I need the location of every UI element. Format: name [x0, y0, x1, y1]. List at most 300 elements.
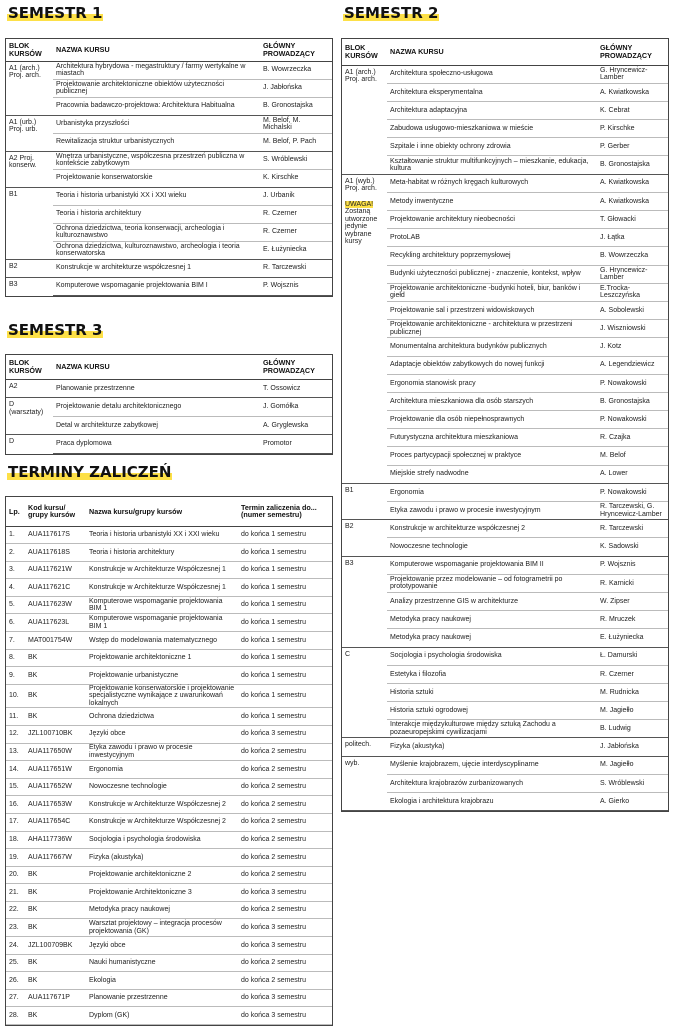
course-name: Rewitalizacja struktur urbanistycznych: [53, 133, 260, 151]
course-row: [342, 392, 668, 410]
course-row: [6, 169, 332, 187]
course-row: [6, 79, 332, 97]
lp-cell: 8.: [6, 649, 25, 667]
lp-cell: 2.: [6, 544, 25, 562]
termin-cell: do końca 1 semestru: [238, 544, 332, 562]
col-kod: Kod kursu/ grupy kursów: [25, 497, 86, 526]
course-name: Architektura społeczno-usługowa: [387, 65, 597, 83]
course-lecturer: M. Belof, P. Pach: [260, 133, 332, 151]
course-row: [342, 574, 668, 592]
course-row: [6, 379, 332, 398]
course-lecturer: E. Łużyniecka: [260, 241, 332, 259]
nazwa-cell: Nowoczesne technologie: [86, 778, 238, 796]
course-row: [342, 320, 668, 338]
course-name: Konstrukcje w architekturze współczesnej 2: [387, 520, 597, 538]
kod-cell: BK: [25, 901, 86, 919]
kod-cell: BK: [25, 1007, 86, 1025]
course-name: Zabudowa usługowo-mieszkaniowa w mieście: [387, 120, 597, 138]
termin-row: [6, 725, 332, 743]
course-row: [342, 192, 668, 210]
semestr-3-table: [5, 354, 333, 455]
nazwa-cell: Dyplom (GK): [86, 1007, 238, 1025]
course-row: [342, 301, 668, 319]
course-name: Wnętrza urbanistyczne, współczesna przestrzeń publiczna w kontekście zabytkowym: [53, 151, 260, 169]
course-lecturer: A. Sobolewski: [597, 301, 668, 319]
course-lecturer: R. Czajka: [597, 429, 668, 447]
termin-row: [6, 708, 332, 726]
kod-cell: AUA117623L: [25, 614, 86, 632]
course-row: [342, 520, 668, 538]
course-row: [342, 502, 668, 520]
course-lecturer: E.Trocka-Leszczyńska: [597, 283, 668, 301]
lp-cell: 10.: [6, 684, 25, 708]
course-lecturer: M. Belof: [597, 447, 668, 465]
lp-cell: 19.: [6, 849, 25, 867]
course-name: Metodyka pracy naukowej: [387, 611, 597, 629]
course-lecturer: S. Wróblewski: [597, 774, 668, 792]
course-name: Projektowanie detalu architektonicznego: [53, 398, 260, 417]
termin-row: [6, 849, 332, 867]
lp-cell: 4.: [6, 579, 25, 597]
course-name: Praca dyplomowa: [53, 435, 260, 454]
lp-cell: 22.: [6, 901, 25, 919]
blok-cell: [342, 738, 387, 756]
course-lecturer: B. Wowrzeczka: [260, 61, 332, 79]
blok-label: D: [9, 438, 15, 445]
course-row: [342, 720, 668, 738]
termin-row: [6, 1007, 332, 1025]
nazwa-cell: Konstrukcje w Architekturze Współczesnej 1: [86, 561, 238, 579]
course-lecturer: J. Kotz: [597, 338, 668, 356]
course-lecturer: B. Gronostajska: [260, 97, 332, 115]
course-lecturer: J. Urbanik: [260, 187, 332, 205]
kod-cell: BK: [25, 708, 86, 726]
col-nazwa: NAZWA KURSU: [53, 39, 260, 61]
termin-row: [6, 579, 332, 597]
course-name: Metody inwentyczne: [387, 192, 597, 210]
nazwa-cell: Ochrona dziedzictwa: [86, 708, 238, 726]
nazwa-cell: Etyka zawodu i prawo w procesie inwestycyjnym: [86, 743, 238, 761]
course-row: [6, 435, 332, 454]
course-row: [6, 133, 332, 151]
course-name: Ekologia i architektura krajobrazu: [387, 793, 597, 811]
course-lecturer: P. Wojsznis: [597, 556, 668, 574]
course-row: [342, 283, 668, 301]
lp-cell: 21.: [6, 884, 25, 902]
course-name: Projektowanie architektury nieobecności: [387, 211, 597, 229]
course-name: Konstrukcje w architekturze współczesnej 1: [53, 259, 260, 277]
semestr-3-heading: SEMESTR 3: [8, 321, 103, 339]
course-name: Proces partycypacji społecznej w praktyce: [387, 447, 597, 465]
course-lecturer: P. Nowakowski: [597, 483, 668, 501]
course-name: Miejskie strefy nadwodne: [387, 465, 597, 483]
lp-cell: 13.: [6, 743, 25, 761]
course-row: [342, 83, 668, 101]
course-row: [6, 61, 332, 79]
course-row: [342, 374, 668, 392]
col-blok: BLOK KURSÓW: [6, 39, 53, 61]
blok-label: B2: [345, 523, 354, 531]
termin-row: [6, 866, 332, 884]
nazwa-cell: Ergonomia: [86, 761, 238, 779]
blok-cell: [6, 61, 53, 115]
blok-label: B2: [9, 262, 18, 270]
course-name: Historia sztuki: [387, 683, 597, 701]
termin-row: [6, 901, 332, 919]
course-name: Urbanistyka przyszłości: [53, 115, 260, 133]
kod-cell: BK: [25, 972, 86, 990]
lp-cell: 6.: [6, 614, 25, 632]
termin-cell: do końca 3 semestru: [238, 989, 332, 1007]
col-prowadzacy: GŁÓWNY PROWADZĄCY: [260, 39, 332, 61]
course-lecturer: J. Jabłońska: [260, 79, 332, 97]
course-name: Szpitale i inne obiekty ochrony zdrowia: [387, 138, 597, 156]
lp-cell: 15.: [6, 778, 25, 796]
nazwa-cell: Projektowanie architektoniczne 1: [86, 649, 238, 667]
course-lecturer: J. Wiszniowski: [597, 320, 668, 338]
course-row: [342, 120, 668, 138]
termin-row: [6, 884, 332, 902]
termin-row: [6, 614, 332, 632]
course-name: Analizy przestrzenne GIS w architekturze: [387, 592, 597, 610]
course-row: [342, 702, 668, 720]
course-row: [342, 756, 668, 774]
blok-label: A1 (arch.) Proj. arch.: [345, 68, 377, 83]
nazwa-cell: Komputerowe wspomaganie projektowania BIM 1: [86, 614, 238, 632]
blok-label: B3: [345, 559, 354, 567]
termin-row: [6, 667, 332, 685]
course-lecturer: T. Ossowicz: [260, 379, 332, 398]
kod-cell: AUA117654C: [25, 813, 86, 831]
course-name: Estetyka i filozofia: [387, 665, 597, 683]
termin-cell: do końca 1 semestru: [238, 579, 332, 597]
course-lecturer: M. Jagiełło: [597, 756, 668, 774]
kod-cell: BK: [25, 884, 86, 902]
course-lecturer: A. Gierko: [597, 793, 668, 811]
course-row: [6, 223, 332, 241]
course-lecturer: M. Jagiełło: [597, 702, 668, 720]
uwaga-text: Zostaną utworzone jedynie wybrane kursy: [345, 208, 378, 246]
blok-label: politech.: [345, 741, 372, 749]
course-name: Interakcje międzykulturowe między sztuką Zachodu a pozaeuropejskimi cywilizacjami: [387, 720, 597, 738]
termin-cell: do końca 2 semestru: [238, 972, 332, 990]
course-lecturer: P. Wojsznis: [260, 277, 332, 295]
col-blok: BLOK KURSÓW: [6, 355, 53, 379]
course-row: [342, 101, 668, 119]
nazwa-cell: Socjologia i psychologia środowiska: [86, 831, 238, 849]
blok-cell: [342, 756, 387, 811]
course-name: Teoria i historia urbanistyki XX i XXI wieku: [53, 187, 260, 205]
lp-cell: 17.: [6, 813, 25, 831]
semestr-2-heading: SEMESTR 2: [344, 4, 439, 22]
course-name: Projektowanie konserwatorskie: [53, 169, 260, 187]
course-row: [342, 556, 668, 574]
course-name: Projektowanie sal i przestrzeni widowiskowych: [387, 301, 597, 319]
course-row: [6, 151, 332, 169]
blok-cell: [342, 556, 387, 647]
course-row: [342, 447, 668, 465]
termin-cell: do końca 3 semestru: [238, 725, 332, 743]
course-row: [342, 265, 668, 283]
course-name: Projektowanie przez modelowanie – od fotogrametrii po prototypowanie: [387, 574, 597, 592]
nazwa-cell: Metodyka pracy naukowej: [86, 901, 238, 919]
course-name: Ergonomia stanowisk pracy: [387, 374, 597, 392]
blok-label: C: [345, 650, 351, 658]
course-lecturer: A. Lower: [597, 465, 668, 483]
course-row: [342, 65, 668, 83]
nazwa-cell: Warsztat projektowy – integracja procesów projektowania (GK): [86, 919, 238, 937]
lp-cell: 18.: [6, 831, 25, 849]
kod-cell: AUA117651W: [25, 761, 86, 779]
kod-cell: BK: [25, 684, 86, 708]
course-lecturer: M. Belof, M. Michalski: [260, 115, 332, 133]
course-name: Myślenie krajobrazem, ujęcie interdyscyplinarne: [387, 756, 597, 774]
col-nazwa: NAZWA KURSU: [53, 355, 260, 379]
course-row: [342, 592, 668, 610]
course-lecturer: K. Kirschke: [260, 169, 332, 187]
course-lecturer: R. Tarczewski: [260, 259, 332, 277]
lp-cell: 25.: [6, 954, 25, 972]
blok-cell: [6, 259, 53, 277]
course-lecturer: K. Sadowski: [597, 538, 668, 556]
nazwa-cell: Ekologia: [86, 972, 238, 990]
course-lecturer: R. Czerner: [597, 665, 668, 683]
course-lecturer: R. Tarczewski, G. Hryncewicz-Lamber: [597, 502, 668, 520]
termin-row: [6, 684, 332, 708]
course-name: Adaptacje obiektów zabytkowych do nowej funkcji: [387, 356, 597, 374]
lp-cell: 16.: [6, 796, 25, 814]
termin-cell: do końca 1 semestru: [238, 632, 332, 650]
kod-cell: JZL100709BK: [25, 937, 86, 955]
course-lecturer: G. Hryncewicz-Lamber: [597, 65, 668, 83]
termin-row: [6, 561, 332, 579]
course-lecturer: R. Tarczewski: [597, 520, 668, 538]
kod-cell: AUA117623W: [25, 596, 86, 614]
course-row: [342, 229, 668, 247]
course-row: [342, 629, 668, 647]
blok-cell: [6, 187, 53, 259]
course-lecturer: Promotor: [260, 435, 332, 454]
blok-cell: [6, 398, 53, 435]
course-lecturer: B. Gronostajska: [597, 156, 668, 174]
termin-cell: do końca 1 semestru: [238, 614, 332, 632]
termin-cell: do końca 1 semestru: [238, 596, 332, 614]
course-name: Futurystyczna architektura mieszkaniowa: [387, 429, 597, 447]
course-lecturer: T. Głowacki: [597, 211, 668, 229]
nazwa-cell: Komputerowe wspomaganie projektowania BIM 1: [86, 596, 238, 614]
termin-row: [6, 972, 332, 990]
blok-label: A1 (wyb.) Proj. arch.: [345, 177, 377, 193]
termin-cell: do końca 2 semestru: [238, 831, 332, 849]
course-lecturer: A. Gryglewska: [260, 416, 332, 435]
kod-cell: BK: [25, 667, 86, 685]
course-row: [342, 647, 668, 665]
lp-cell: 28.: [6, 1007, 25, 1025]
semestr-1-heading: SEMESTR 1: [8, 4, 103, 22]
kod-cell: AUA117618S: [25, 544, 86, 562]
nazwa-cell: Planowanie przestrzenne: [86, 989, 238, 1007]
course-name: Komputerowe wspomaganie projektowania BIM I: [53, 277, 260, 295]
terminy-table: [5, 496, 333, 1026]
uwaga-label: UWAGA!: [345, 200, 374, 208]
course-lecturer: B. Ludwig: [597, 720, 668, 738]
kod-cell: AUA117621C: [25, 579, 86, 597]
course-row: [342, 738, 668, 756]
course-row: [342, 247, 668, 265]
course-lecturer: A. Kwiatkowska: [597, 192, 668, 210]
kod-cell: MAT001754W: [25, 632, 86, 650]
blok-label: A1 (arch.) Proj. arch.: [9, 64, 41, 79]
lp-cell: 3.: [6, 561, 25, 579]
course-name: Recykling architektury poprzemysłowej: [387, 247, 597, 265]
kod-cell: AUA117652W: [25, 778, 86, 796]
course-row: [342, 683, 668, 701]
course-name: Architektura krajobrazów zurbanizowanych: [387, 774, 597, 792]
termin-cell: do końca 2 semestru: [238, 743, 332, 761]
course-row: [6, 115, 332, 133]
nazwa-cell: Projektowanie konserwatorskie i projektowanie specjalistyczne wynikające z uwarunkowań lokalnych: [86, 684, 238, 708]
course-name: Socjologia i psychologia środowiska: [387, 647, 597, 665]
nazwa-cell: Teoria i historia architektury: [86, 544, 238, 562]
course-row: [6, 241, 332, 259]
blok-label: B1: [9, 190, 18, 198]
terminy-heading: TERMINY ZALICZEŃ: [8, 463, 172, 481]
termin-row: [6, 831, 332, 849]
kod-cell: BK: [25, 954, 86, 972]
course-name: Fizyka (akustyka): [387, 738, 597, 756]
termin-row: [6, 954, 332, 972]
course-row: [342, 138, 668, 156]
course-name: Komputerowe wspomaganie projektowania BIM II: [387, 556, 597, 574]
nazwa-cell: Konstrukcje w Architekturze Współczesnej 2: [86, 813, 238, 831]
lp-cell: 26.: [6, 972, 25, 990]
course-row: [6, 259, 332, 277]
kod-cell: AUA117653W: [25, 796, 86, 814]
blok-cell: [6, 115, 53, 151]
course-lecturer: Ł. Damurski: [597, 647, 668, 665]
termin-row: [6, 596, 332, 614]
nazwa-cell: Projektowanie Architektoniczne 3: [86, 884, 238, 902]
col-prowadzacy: GŁÓWNY PROWADZĄCY: [597, 39, 668, 65]
course-name: Architektura mieszkaniowa dla osób starszych: [387, 392, 597, 410]
blok-cell: [342, 65, 387, 174]
kod-cell: BK: [25, 919, 86, 937]
termin-row: [6, 632, 332, 650]
termin-row: [6, 743, 332, 761]
lp-cell: 7.: [6, 632, 25, 650]
course-name: Architektura adaptacyjna: [387, 101, 597, 119]
termin-cell: do końca 2 semestru: [238, 866, 332, 884]
course-row: [6, 277, 332, 295]
course-name: Projektowanie architektoniczne - architektura w przestrzeni publicznej: [387, 320, 597, 338]
course-row: [342, 483, 668, 501]
course-name: Architektura eksperymentalna: [387, 83, 597, 101]
kod-cell: JZL100710BK: [25, 725, 86, 743]
course-name: Etyka zawodu i prawo w procesie inwestycyjnym: [387, 502, 597, 520]
termin-row: [6, 813, 332, 831]
blok-cell: [6, 435, 53, 454]
course-row: [342, 611, 668, 629]
termin-row: [6, 796, 332, 814]
course-lecturer: R. Karnicki: [597, 574, 668, 592]
course-name: Ochrona dziedzictwa, kulturoznawstwo, archeologia i teoria konserwatorska: [53, 241, 260, 259]
semestr-1-table: [5, 38, 333, 297]
course-lecturer: J. Łątka: [597, 229, 668, 247]
lp-cell: 1.: [6, 526, 25, 544]
blok-label: B3: [9, 280, 18, 288]
course-row: [6, 205, 332, 223]
blok-cell: [342, 483, 387, 519]
termin-cell: do końca 3 semestru: [238, 1007, 332, 1025]
course-name: Ergonomia: [387, 483, 597, 501]
course-lecturer: K. Cebrat: [597, 101, 668, 119]
termin-cell: do końca 2 semestru: [238, 849, 332, 867]
termin-cell: do końca 1 semestru: [238, 708, 332, 726]
course-row: [342, 174, 668, 192]
course-row: [6, 187, 332, 205]
course-lecturer: R. Mruczek: [597, 611, 668, 629]
course-row: [342, 538, 668, 556]
blok-cell: [6, 151, 53, 187]
course-name: Ochrona dziedzictwa, teoria konserwacji, archeologia i kulturoznawstwo: [53, 223, 260, 241]
course-lecturer: A. Kwiatkowska: [597, 174, 668, 192]
course-name: Detal w architekturze zabytkowej: [53, 416, 260, 435]
course-lecturer: P. Gerber: [597, 138, 668, 156]
course-lecturer: W. Zipser: [597, 592, 668, 610]
course-row: [342, 774, 668, 792]
course-name: Metodyka pracy naukowej: [387, 629, 597, 647]
blok-cell: [342, 174, 387, 483]
course-lecturer: R. Czerner: [260, 205, 332, 223]
blok-label: A1 (urb.) Proj. urb.: [9, 118, 38, 133]
blok-label: wyb.: [345, 759, 360, 767]
col-termin: Termin zaliczenia do... (numer semestru): [238, 497, 332, 526]
termin-row: [6, 761, 332, 779]
col-blok: BLOK KURSÓW: [342, 39, 387, 65]
termin-cell: do końca 2 semestru: [238, 954, 332, 972]
nazwa-cell: Konstrukcje w Architekturze Współczesnej 2: [86, 796, 238, 814]
termin-row: [6, 649, 332, 667]
course-lecturer: M. Rudnicka: [597, 683, 668, 701]
course-name: Planowanie przestrzenne: [53, 379, 260, 398]
course-row: [342, 793, 668, 811]
col-nazwa: NAZWA KURSU: [387, 39, 597, 65]
termin-cell: do końca 1 semestru: [238, 561, 332, 579]
course-row: [342, 211, 668, 229]
lp-cell: 5.: [6, 596, 25, 614]
course-name: Projektowanie dla osób niepełnosprawnych: [387, 411, 597, 429]
course-lecturer: R. Czerner: [260, 223, 332, 241]
course-name: Pracownia badawczo-projektowa: Architektura Habitualna: [53, 97, 260, 115]
termin-row: [6, 989, 332, 1007]
course-lecturer: J. Jabłońska: [597, 738, 668, 756]
course-lecturer: S. Wróblewski: [260, 151, 332, 169]
course-row: [342, 465, 668, 483]
course-name: Architektura hybrydowa - megastruktury / farmy wertykalne w miastach: [53, 61, 260, 79]
termin-row: [6, 526, 332, 544]
lp-cell: 24.: [6, 937, 25, 955]
course-name: Projektowanie architektoniczne obiektów użyteczności publicznej: [53, 79, 260, 97]
termin-cell: do końca 3 semestru: [238, 937, 332, 955]
course-row: [342, 156, 668, 174]
termin-cell: do końca 2 semestru: [238, 761, 332, 779]
termin-row: [6, 778, 332, 796]
course-lecturer: A. Kwiatkowska: [597, 83, 668, 101]
col-prowadzacy: GŁÓWNY PROWADZĄCY: [260, 355, 332, 379]
kod-cell: AUA117671P: [25, 989, 86, 1007]
nazwa-cell: Projektowanie urbanistyczne: [86, 667, 238, 685]
semestr-2-table: [341, 38, 669, 812]
